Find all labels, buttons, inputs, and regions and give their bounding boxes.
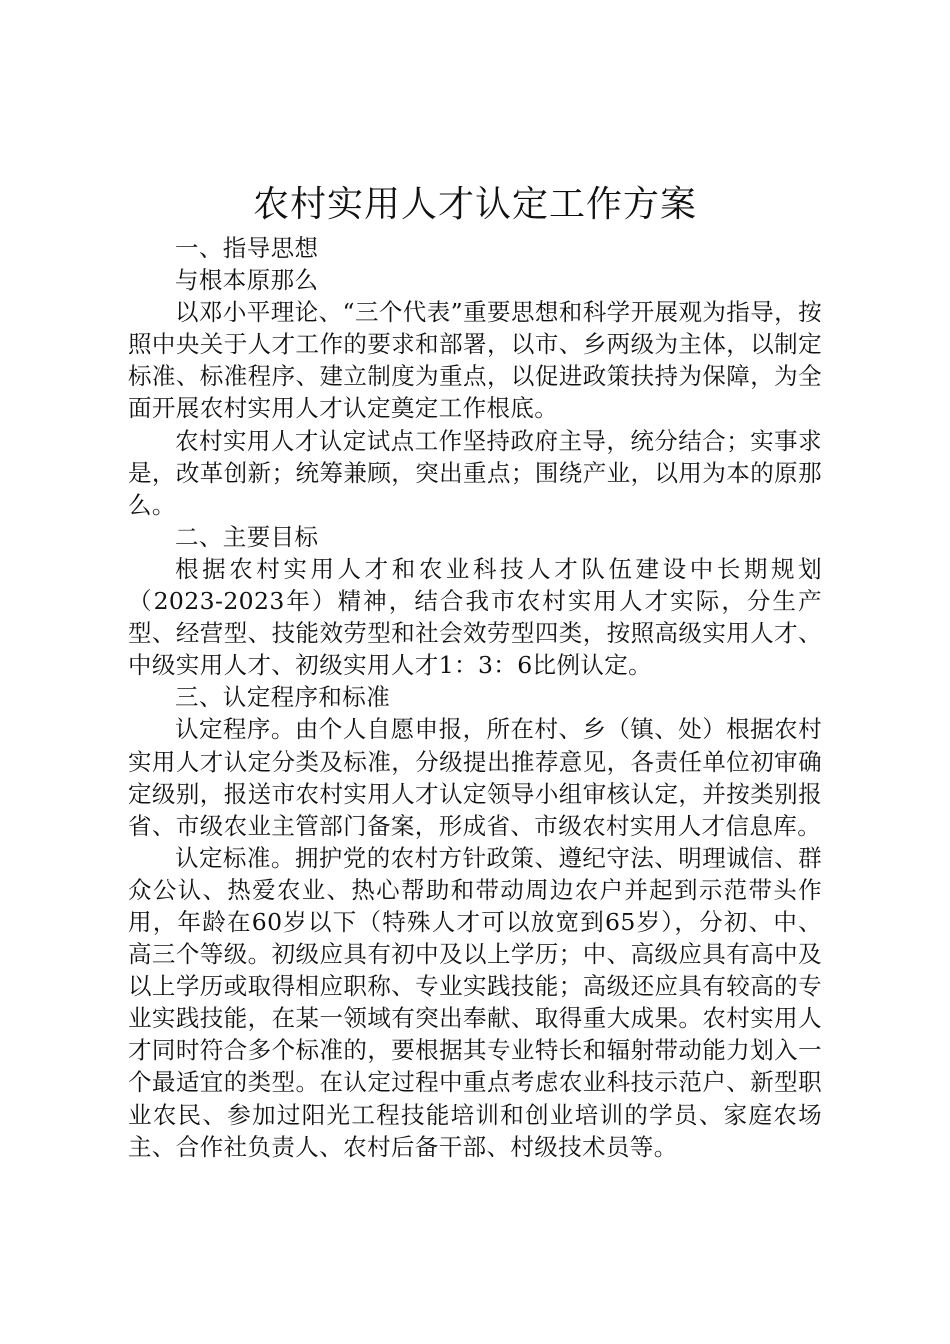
document-title: 农村实用人才认定工作方案 (252, 184, 697, 225)
paragraph-guiding-ideology: 以邓小平理论、“三个代表”重要思想和科学开展观为指导，按照中央关于人才工作的要求和部署，以市、乡两级为主体，以制定标准、标准程序、建立制度为重点，以促进政策扶持为保障，为全面开展农村实用人才认定奠定工作根底。 (128, 298, 822, 423)
paragraph-principles: 农村实用人才认定试点工作坚持政府主导，统分结合；实事求是，改革创新；统筹兼顾，突出重点；围绕产业，以用为本的原那么。 (128, 426, 822, 519)
section-heading-main-goals: 二、主要目标 (175, 522, 319, 551)
paragraph-standards: 认定标准。拥护党的农村方针政策、遵纪守法、明理诚信、群众公认、热爱农业、热心帮助和带动周边农户并起到示范带头作用，年龄在60岁以下（特殊人才可以放宽到65岁），分初、中、高三个等级。初级应具有初中及以上学历；中、高级应具有高中及以上学历或取得相应职称、专业实践技能；高级还应具有较高的专业实践技能，在某一领域有突出奉献、取得重大成果。农村实用人才同时符合多个标准的，要根据其专业特长和辐射带动能力划入一个最适宜的类型。在认定过程中重点考虑农业科技示范户、新型职业农民、参加过阳光工程技能培训和创业培训的学员、家庭农场主、合作社负责人、农村后备干部、村级技术员等。 (128, 843, 822, 1161)
section-heading-procedure-standards: 三、认定程序和标准 (175, 683, 391, 712)
paragraph-main-goals: 根据农村实用人才和农业科技人才队伍建设中长期规划（2023-2023年）精神，结合我市农村实用人才实际，分生产型、经营型、技能效劳型和社会效劳型四类，按照高级实用人才、中级实用人才、初级实用人才1：3：6比例认定。 (128, 554, 822, 680)
section-heading-basic-principles: 与根本原那么 (175, 266, 319, 295)
document-body (128, 232, 822, 1163)
section-heading-guiding-ideology: 一、指导思想 (175, 234, 319, 262)
paragraph-procedure: 认定程序。由个人自愿申报，所在村、乡（镇、处）根据农村实用人才认定分类及标准，分级提出推荐意见，各责任单位初审确定级别，报送市农村实用人才认定领导小组审核认定，并按类别报省、市级农业主管部门备案，形成省、市级农村实用人才信息库。 (128, 715, 822, 840)
